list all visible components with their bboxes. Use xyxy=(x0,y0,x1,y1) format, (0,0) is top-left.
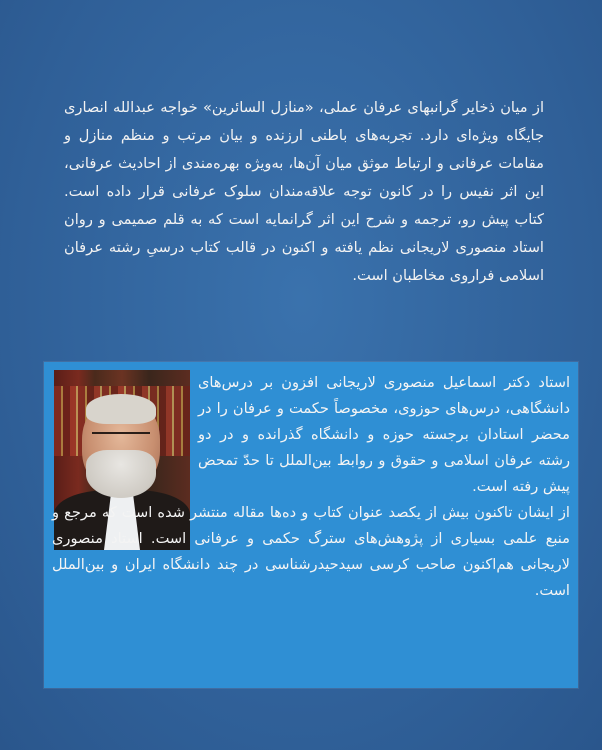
author-bio-text xyxy=(52,370,570,604)
bio-paragraph-1: استاد دکتر اسماعیل منصوری لاریجانی افزون بر درس‌های دانشگاهی، درس‌های حوزوی، مخصوصاً حکمت و عرفان را در محضر استادان برجسته حوزه و دانشگاه گذرانده و در دو رشته عرفان اسلامی و حقوق و روابط بین‌الملل تا حدّ تمحض پیش رفته است. xyxy=(198,374,570,495)
book-description xyxy=(64,94,544,290)
description-paragraph: از میان ذخایر گرانبهای عرفان عملی، «منازل السائرین» خواجه عبدالله انصاری جایگاه ویژه‌ای دارد. تجربه‌های باطنی ارزنده و بیان مرتب و منظم منازل و مقامات عرفانی و ارتباط موثق میان آن‌ها، به‌ویژه بهره‌مندی از احادیث عرفانی، این اثر نفیس را در کانون توجه علاقه‌مندان سلوک عرفانی قرار داده است. کتاب پیش رو، ترجمه و شرح این اثر گرانمایه است که به قلم صمیمی و روان استاد منصوری لاریجانی نظم یافته و اکنون در قالب کتاب درسیِ رشته عرفان اسلامی فراروی مخاطبان است. xyxy=(64,99,544,284)
bio-paragraph-2: از ایشان تاکنون بیش از یکصد عنوان کتاب و ده‌ها مقاله منتشر شده است که مرجع و منبع علمی بسیاری از پژوهش‌های سترگ حکمی و عرفانی است. استاد منصوری لاریجانی هم‌اکنون صاحب کرسی سیدحیدرشناسی در چند دانشگاه ایران و بین‌الملل است. xyxy=(52,504,570,599)
